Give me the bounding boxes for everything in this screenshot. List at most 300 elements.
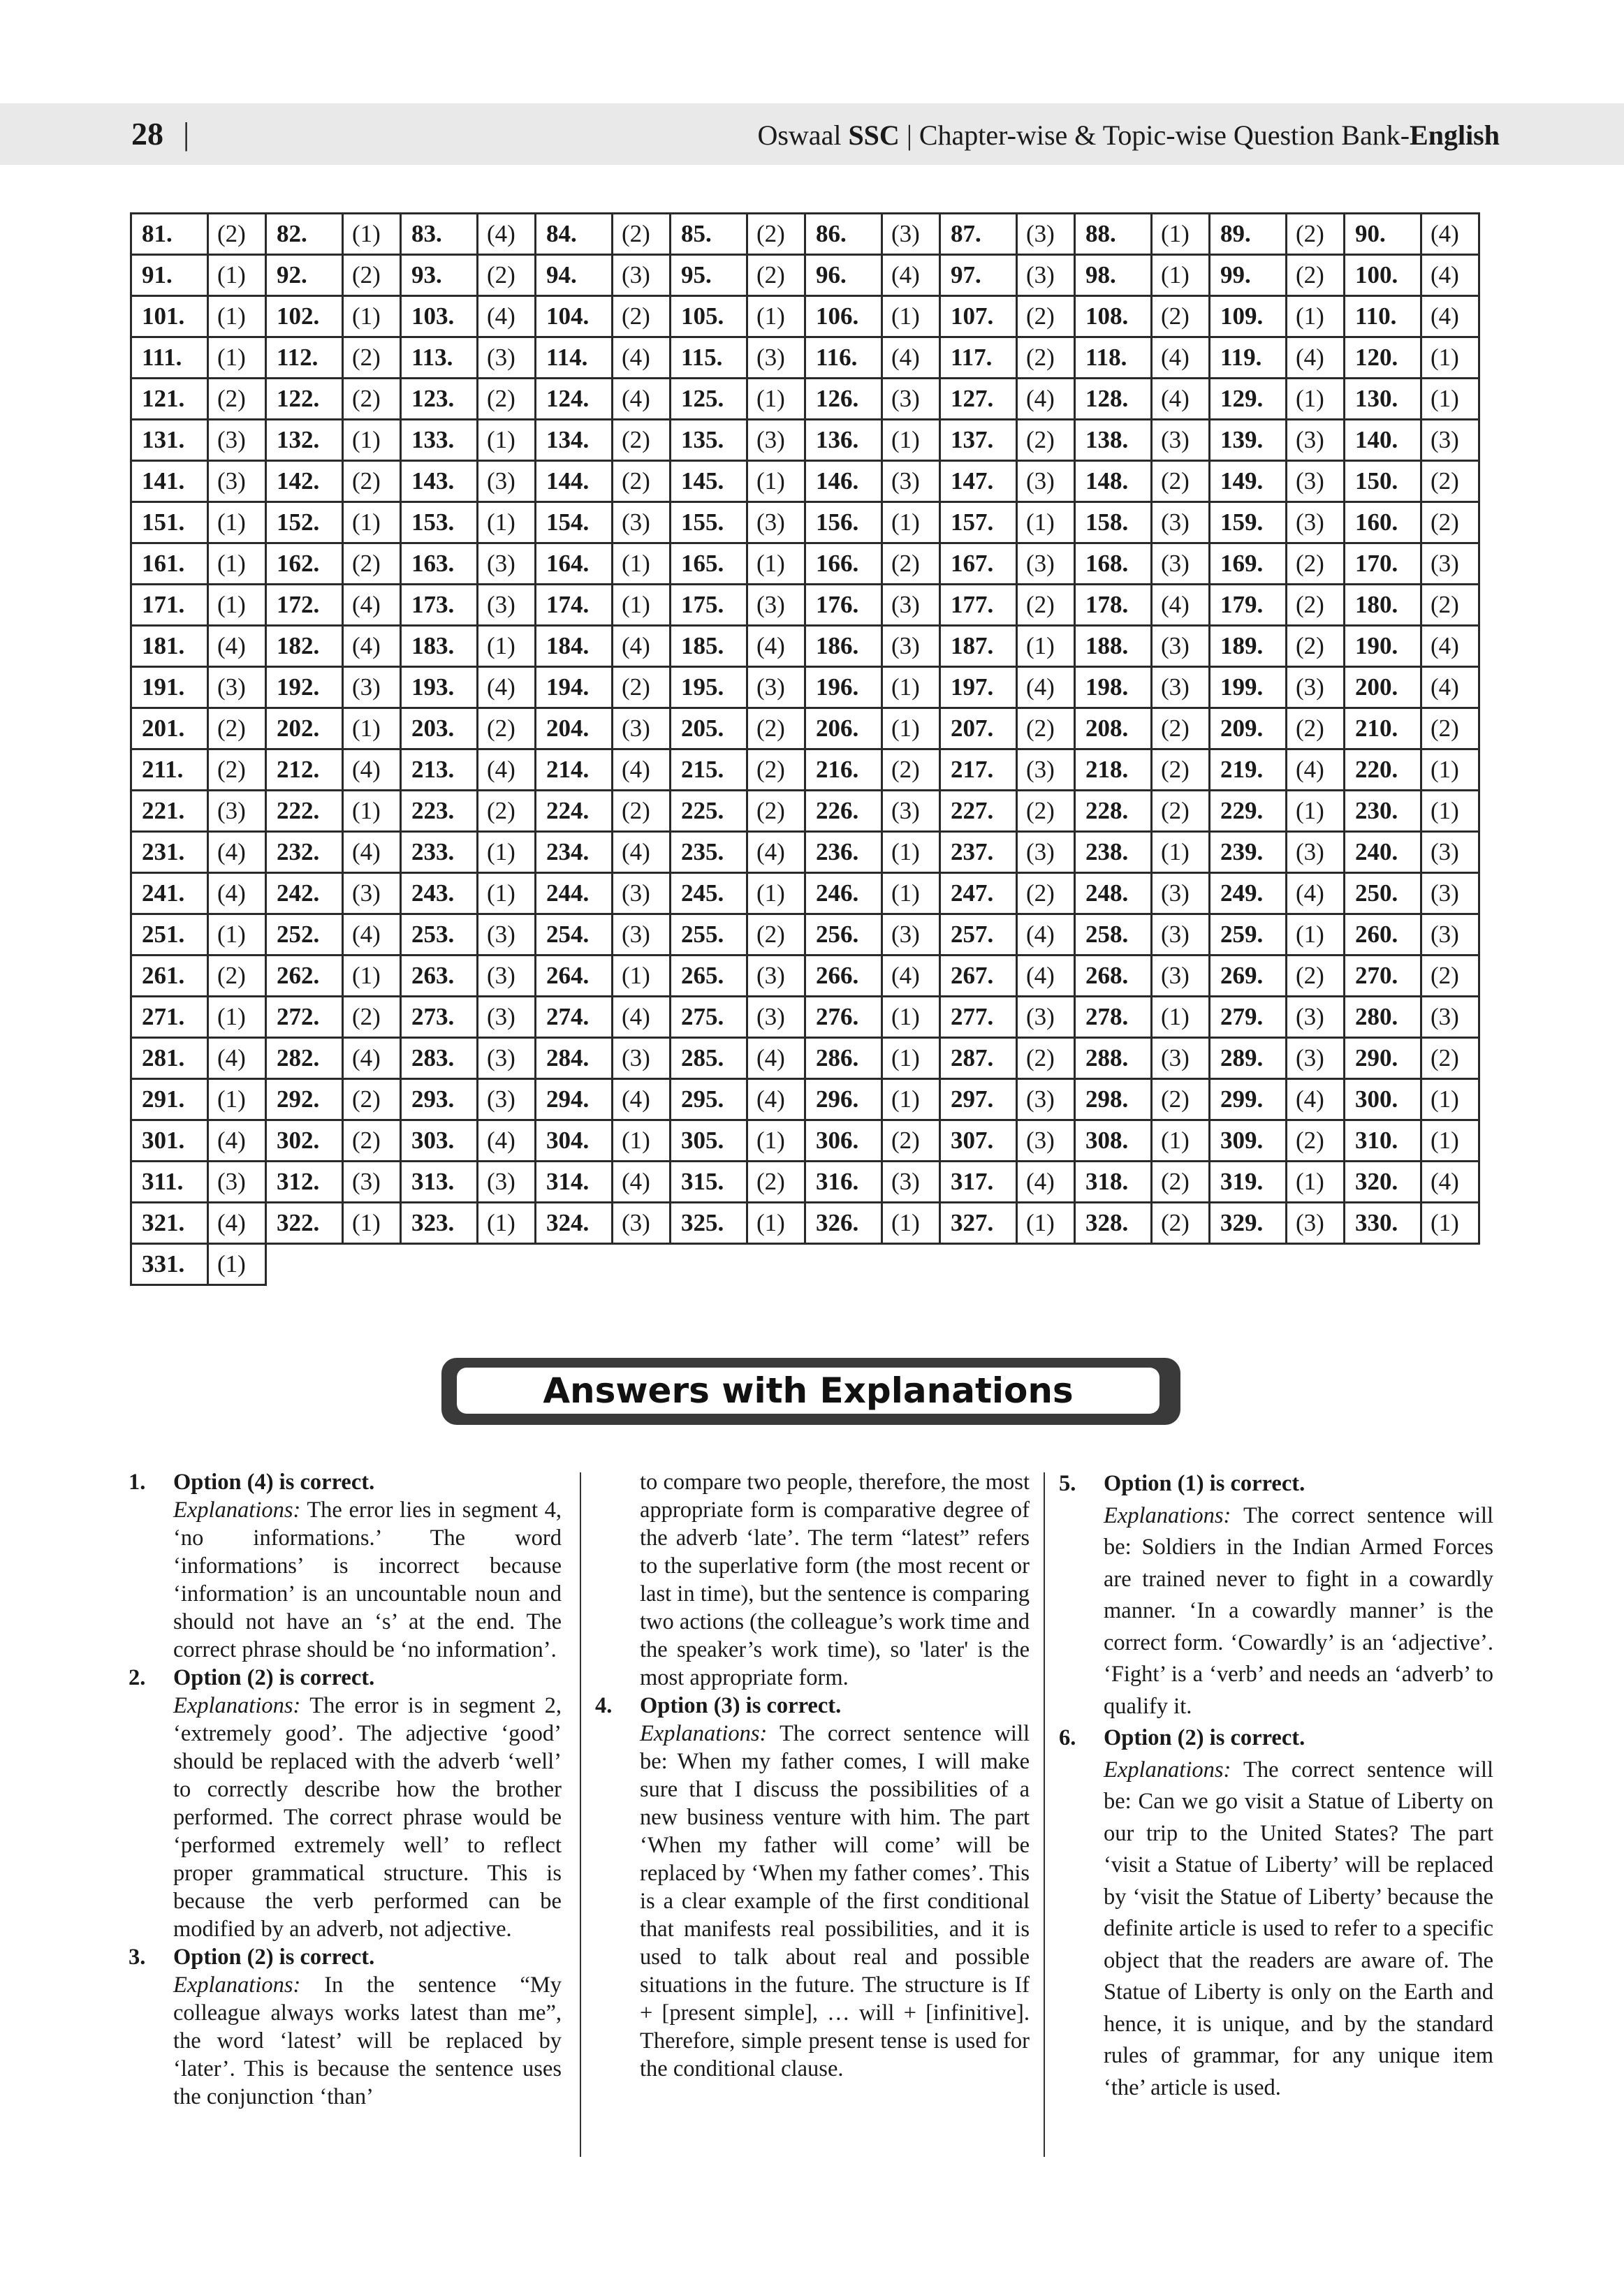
question-number-cell: 116. [805, 337, 882, 379]
answer-cell: (2) [1152, 791, 1210, 832]
question-number-cell: 270. [1345, 956, 1421, 997]
correct-option: Option (4) is correct. [173, 1470, 375, 1495]
answer-cell: (4) [613, 832, 671, 873]
answer-cell: (3) [1152, 667, 1210, 708]
answer-cell: (3) [1287, 1203, 1345, 1244]
question-number-cell: 313. [401, 1162, 478, 1203]
answer-cell: (3) [478, 1162, 536, 1203]
question-number-cell: 218. [1075, 749, 1152, 791]
question-number-cell: 238. [1075, 832, 1152, 873]
question-number-cell: 81. [131, 214, 208, 255]
answer-cell: (4) [478, 749, 536, 791]
question-number-cell: 142. [266, 461, 343, 502]
answer-cell: (2) [343, 1079, 401, 1120]
explanation-item-6 [1059, 1722, 1493, 2104]
answer-cell: (1) [613, 1120, 671, 1162]
question-number-cell: 324. [536, 1203, 613, 1244]
question-number-cell: 306. [805, 1120, 882, 1162]
question-number-cell: 198. [1075, 667, 1152, 708]
question-number-cell: 209. [1210, 708, 1287, 749]
question-number-cell: 298. [1075, 1079, 1152, 1120]
answer-cell: (3) [208, 461, 266, 502]
question-number-cell: 95. [671, 255, 747, 296]
answer-cell: (1) [478, 626, 536, 667]
question-number-cell: 321. [131, 1203, 208, 1244]
answer-cell: (1) [1421, 379, 1479, 420]
correct-option: Option (3) is correct. [640, 1693, 842, 1718]
question-number-cell: 275. [671, 997, 747, 1038]
table-row [131, 832, 1479, 873]
question-number-cell: 189. [1210, 626, 1287, 667]
answer-cell: (3) [1287, 832, 1345, 873]
explanation-label: Explanations: [1104, 1502, 1231, 1528]
question-number-cell: 300. [1345, 1079, 1421, 1120]
answer-cell: (3) [1152, 914, 1210, 956]
question-number-cell: 114. [536, 337, 613, 379]
answer-cell: (2) [613, 791, 671, 832]
answer-cell: (4) [1017, 667, 1075, 708]
answer-cell: (1) [882, 832, 940, 873]
answer-cell: (1) [478, 832, 536, 873]
answer-cell: (3) [1421, 997, 1479, 1038]
answer-cell: (1) [1152, 832, 1210, 873]
answer-cell: (2) [613, 214, 671, 255]
question-number-cell: 175. [671, 585, 747, 626]
answer-cell: (2) [747, 749, 805, 791]
question-number-cell: 148. [1075, 461, 1152, 502]
answer-cell: (4) [1017, 956, 1075, 997]
answer-cell: (1) [1287, 791, 1345, 832]
question-number-cell: 98. [1075, 255, 1152, 296]
answer-cell: (2) [1152, 749, 1210, 791]
answer-cell: (1) [343, 956, 401, 997]
answer-cell: (4) [1421, 296, 1479, 337]
answer-cell: (3) [478, 997, 536, 1038]
answer-cell: (2) [1287, 956, 1345, 997]
question-number-cell: 199. [1210, 667, 1287, 708]
answer-cell: (2) [1152, 1203, 1210, 1244]
question-number-cell: 256. [805, 914, 882, 956]
table-row [131, 461, 1479, 502]
answer-cell: (1) [882, 667, 940, 708]
answer-cell: (3) [1017, 749, 1075, 791]
answer-cell: (2) [747, 1162, 805, 1203]
answer-cell: (4) [613, 1079, 671, 1120]
answer-cell: (4) [1287, 337, 1345, 379]
answer-cell: (2) [208, 214, 266, 255]
question-number-cell: 319. [1210, 1162, 1287, 1203]
table-row [131, 502, 1479, 543]
answer-cell: (2) [1017, 873, 1075, 914]
question-number-cell: 132. [266, 420, 343, 461]
question-number-cell: 123. [401, 379, 478, 420]
question-number-cell: 228. [1075, 791, 1152, 832]
answer-cell: (3) [208, 1162, 266, 1203]
section-banner [441, 1358, 1180, 1425]
answer-cell: (1) [1287, 1162, 1345, 1203]
question-number: 5. [1059, 1471, 1076, 1496]
explanation-text: The correct sentence will be: Can we go visit a Statue of Liberty on our trip to the United States? The part ‘visit a Statue of Liberty’ will be replaced by ‘visit the Statue of Liberty’ because the definite article is used to refer to a specific object that the readers are aware of. The Statue of Liberty is only on the Earth and hence, it is unique, and by the standard rules of grammar, for any unique item ‘the’ article is used. [1104, 1757, 1493, 2100]
question-number-cell: 194. [536, 667, 613, 708]
question-number-cell: 174. [536, 585, 613, 626]
question-number-cell: 101. [131, 296, 208, 337]
answer-cell: (2) [1287, 1120, 1345, 1162]
question-number: 4. [595, 1693, 613, 1718]
answer-cell: (3) [1152, 420, 1210, 461]
table-row [131, 1079, 1479, 1120]
table-row [131, 997, 1479, 1038]
answer-cell: (3) [882, 585, 940, 626]
section-title: Answers with Explanations [457, 1368, 1160, 1414]
question-number-cell: 135. [671, 420, 747, 461]
question-number-cell: 161. [131, 543, 208, 585]
answer-cell: (3) [613, 502, 671, 543]
question-number-cell: 151. [131, 502, 208, 543]
question-number-cell: 245. [671, 873, 747, 914]
question-number-cell: 179. [1210, 585, 1287, 626]
table-row [131, 626, 1479, 667]
question-number-cell: 125. [671, 379, 747, 420]
question-number-cell: 231. [131, 832, 208, 873]
question-number-cell: 221. [131, 791, 208, 832]
explanation-label: Explanations: [173, 1693, 301, 1718]
question-number-cell: 128. [1075, 379, 1152, 420]
answer-cell: (1) [882, 1203, 940, 1244]
question-number-cell: 230. [1345, 791, 1421, 832]
question-number-cell: 84. [536, 214, 613, 255]
answer-cell: (1) [1017, 502, 1075, 543]
answer-cell: (1) [1421, 1079, 1479, 1120]
answer-cell: (2) [343, 337, 401, 379]
answer-cell: (2) [208, 379, 266, 420]
question-number-cell: 315. [671, 1162, 747, 1203]
answer-cell: (1) [882, 1079, 940, 1120]
question-number-cell: 252. [266, 914, 343, 956]
answer-cell: (4) [343, 1038, 401, 1079]
question-number-cell: 107. [940, 296, 1017, 337]
answer-cell: (4) [1421, 667, 1479, 708]
question-number-cell: 265. [671, 956, 747, 997]
question-number-cell: 195. [671, 667, 747, 708]
answer-cell: (4) [1421, 626, 1479, 667]
explanation-text: The error is in segment 2, ‘extremely good’. The adjective ‘good’ should be replaced with the adverb ‘well’ to correctly describe how the brother performed. The correct phrase would be ‘performed extremely well’ to reflect proper grammatical structure. This is because the verb performed can be modified by an adverb, not adjective. [173, 1693, 562, 1942]
answer-cell: (1) [1421, 337, 1479, 379]
answer-cell: (4) [1287, 873, 1345, 914]
question-number-cell: 280. [1345, 997, 1421, 1038]
column-divider [580, 1472, 581, 2157]
answer-cell: (3) [882, 791, 940, 832]
table-row [131, 543, 1479, 585]
explanation-label: Explanations: [640, 1721, 768, 1746]
answer-cell: (3) [613, 708, 671, 749]
question-number-cell: 232. [266, 832, 343, 873]
question-number-cell: 182. [266, 626, 343, 667]
question-number-cell: 277. [940, 997, 1017, 1038]
question-number-cell: 184. [536, 626, 613, 667]
column-divider [1044, 1472, 1045, 2157]
answer-cell: (2) [1017, 296, 1075, 337]
answer-cell: (1) [747, 543, 805, 585]
answer-cell: (3) [1421, 420, 1479, 461]
question-number-cell: 214. [536, 749, 613, 791]
answer-cell: (4) [208, 626, 266, 667]
question-number-cell: 250. [1345, 873, 1421, 914]
question-number-cell: 296. [805, 1079, 882, 1120]
question-number-cell: 206. [805, 708, 882, 749]
question-number-cell: 278. [1075, 997, 1152, 1038]
question-number-cell: 117. [940, 337, 1017, 379]
answer-cell: (2) [1421, 461, 1479, 502]
answer-cell: (4) [343, 626, 401, 667]
answer-cell: (3) [1287, 1038, 1345, 1079]
question-number-cell: 173. [401, 585, 478, 626]
answer-cell: (3) [208, 667, 266, 708]
answer-cell: (1) [882, 296, 940, 337]
explanation-label: Explanations: [173, 1972, 301, 1998]
question-number-cell: 207. [940, 708, 1017, 749]
answer-cell: (3) [882, 626, 940, 667]
page-number: 28 [131, 116, 163, 152]
question-number-cell: 201. [131, 708, 208, 749]
question-number-cell: 157. [940, 502, 1017, 543]
answer-cell: (3) [1421, 914, 1479, 956]
question-number-cell: 167. [940, 543, 1017, 585]
question-number-cell: 307. [940, 1120, 1017, 1162]
question-number-cell: 90. [1345, 214, 1421, 255]
question-number-cell: 131. [131, 420, 208, 461]
answer-cell: (4) [613, 337, 671, 379]
question-number-cell: 104. [536, 296, 613, 337]
answer-cell: (2) [343, 255, 401, 296]
explanation-text: The error lies in segment 4, ‘no informations.’ The word ‘informations’ is incorrect because ‘information’ is an uncountable noun and should not have an ‘s’ at the end. The correct phrase should be ‘no information’. [173, 1498, 562, 1662]
question-number-cell: 183. [401, 626, 478, 667]
answer-cell: (1) [882, 420, 940, 461]
question-number-cell: 118. [1075, 337, 1152, 379]
question-number-cell: 181. [131, 626, 208, 667]
answer-cell: (2) [478, 379, 536, 420]
question-number-cell: 109. [1210, 296, 1287, 337]
answer-cell: (2) [1287, 214, 1345, 255]
answer-cell: (1) [747, 461, 805, 502]
question-number-cell: 169. [1210, 543, 1287, 585]
answer-cell: (2) [747, 708, 805, 749]
question-number-cell: 217. [940, 749, 1017, 791]
book-title [757, 115, 1500, 156]
question-number-cell: 130. [1345, 379, 1421, 420]
answer-cell: (2) [1287, 543, 1345, 585]
question-number-cell: 326. [805, 1203, 882, 1244]
question-number-cell: 331. [131, 1244, 208, 1285]
question-number-cell: 318. [1075, 1162, 1152, 1203]
answer-cell: (3) [478, 585, 536, 626]
answer-cell: (1) [613, 585, 671, 626]
question-number-cell: 152. [266, 502, 343, 543]
answer-cell: (1) [208, 255, 266, 296]
answer-cell: (3) [478, 337, 536, 379]
question-number-cell: 314. [536, 1162, 613, 1203]
table-row [131, 667, 1479, 708]
answer-cell: (2) [1152, 1162, 1210, 1203]
answer-cell: (1) [208, 543, 266, 585]
answer-cell: (3) [747, 956, 805, 997]
question-number-cell: 297. [940, 1079, 1017, 1120]
answer-cell: (1) [1287, 296, 1345, 337]
question-number-cell: 196. [805, 667, 882, 708]
question-number-cell: 258. [1075, 914, 1152, 956]
question-number-cell: 121. [131, 379, 208, 420]
question-number-cell: 219. [1210, 749, 1287, 791]
question-number-cell: 191. [131, 667, 208, 708]
correct-option: Option (2) is correct. [173, 1665, 375, 1690]
explanation-item-3-continued [595, 1468, 1030, 1692]
question-number-cell: 203. [401, 708, 478, 749]
question-number-cell: 303. [401, 1120, 478, 1162]
explanation-item-5 [1059, 1468, 1493, 1722]
question-number-cell: 302. [266, 1120, 343, 1162]
answer-cell: (3) [343, 873, 401, 914]
answer-cell: (4) [208, 1203, 266, 1244]
answer-cell: (4) [478, 296, 536, 337]
question-number-cell: 153. [401, 502, 478, 543]
explanations-column-3 [1059, 1468, 1493, 2104]
answer-cell: (3) [747, 585, 805, 626]
question-number-cell: 202. [266, 708, 343, 749]
answer-cell: (1) [343, 708, 401, 749]
answer-cell: (3) [208, 791, 266, 832]
question-number-cell: 204. [536, 708, 613, 749]
answer-cell: (1) [343, 791, 401, 832]
answer-cell: (1) [1152, 997, 1210, 1038]
question-number-cell: 229. [1210, 791, 1287, 832]
question-number-cell: 327. [940, 1203, 1017, 1244]
question-number-cell: 279. [1210, 997, 1287, 1038]
question-number-cell: 163. [401, 543, 478, 585]
question-number-cell: 139. [1210, 420, 1287, 461]
answer-cell: (4) [747, 1038, 805, 1079]
table-row [131, 296, 1479, 337]
question-number-cell: 305. [671, 1120, 747, 1162]
table-row [131, 1203, 1479, 1244]
question-number-cell: 273. [401, 997, 478, 1038]
answer-cell: (3) [613, 914, 671, 956]
question-number-cell: 248. [1075, 873, 1152, 914]
question-number: 3. [129, 1945, 146, 1970]
answer-cell: (2) [1421, 502, 1479, 543]
answer-cell: (2) [1017, 1038, 1075, 1079]
answer-cell: (4) [208, 873, 266, 914]
question-number-cell: 289. [1210, 1038, 1287, 1079]
question-number-cell: 110. [1345, 296, 1421, 337]
answer-cell: (2) [882, 749, 940, 791]
answer-cell: (2) [1152, 296, 1210, 337]
question-number-cell: 188. [1075, 626, 1152, 667]
question-number-cell: 106. [805, 296, 882, 337]
answer-cell: (1) [882, 708, 940, 749]
question-number-cell: 264. [536, 956, 613, 997]
question-number-cell: 88. [1075, 214, 1152, 255]
question-number-cell: 120. [1345, 337, 1421, 379]
question-number-cell: 283. [401, 1038, 478, 1079]
answer-cell: (3) [882, 379, 940, 420]
answer-cell: (3) [1287, 420, 1345, 461]
question-number-cell: 220. [1345, 749, 1421, 791]
question-number-cell: 260. [1345, 914, 1421, 956]
table-row [131, 420, 1479, 461]
question-number-cell: 304. [536, 1120, 613, 1162]
question-number-cell: 150. [1345, 461, 1421, 502]
answer-cell: (1) [343, 214, 401, 255]
answer-cell: (1) [343, 420, 401, 461]
question-number-cell: 147. [940, 461, 1017, 502]
question-number-cell: 171. [131, 585, 208, 626]
answer-cell: (4) [1152, 379, 1210, 420]
answer-cell: (3) [478, 1038, 536, 1079]
question-number-cell: 212. [266, 749, 343, 791]
explanations-column-2 [595, 1468, 1030, 2083]
question-number-cell: 261. [131, 956, 208, 997]
question-number-cell: 127. [940, 379, 1017, 420]
question-number-cell: 328. [1075, 1203, 1152, 1244]
explanation-item-4 [595, 1692, 1030, 2083]
question-number-cell: 124. [536, 379, 613, 420]
question-number-cell: 162. [266, 543, 343, 585]
question-number-cell: 329. [1210, 1203, 1287, 1244]
answer-cell: (4) [613, 749, 671, 791]
table-row [131, 791, 1479, 832]
answer-cell: (4) [1421, 214, 1479, 255]
answer-cell: (1) [747, 873, 805, 914]
answer-cell: (4) [882, 956, 940, 997]
question-number-cell: 143. [401, 461, 478, 502]
question-number-cell: 192. [266, 667, 343, 708]
question-number-cell: 111. [131, 337, 208, 379]
question-number-cell: 137. [940, 420, 1017, 461]
answer-cell: (3) [1152, 873, 1210, 914]
question-number-cell: 103. [401, 296, 478, 337]
question-number-cell: 330. [1345, 1203, 1421, 1244]
answer-cell: (2) [882, 543, 940, 585]
question-number-cell: 233. [401, 832, 478, 873]
question-number-cell: 322. [266, 1203, 343, 1244]
explanation-item-1 [129, 1468, 562, 1664]
question-number-cell: 155. [671, 502, 747, 543]
answer-cell: (3) [1017, 997, 1075, 1038]
answer-cell: (1) [1287, 914, 1345, 956]
answer-cell: (3) [1421, 832, 1479, 873]
question-number-cell: 323. [401, 1203, 478, 1244]
answer-cell: (4) [1017, 1162, 1075, 1203]
answer-cell: (2) [1152, 461, 1210, 502]
table-row [131, 749, 1479, 791]
answer-cell: (2) [1421, 585, 1479, 626]
question-number-cell: 292. [266, 1079, 343, 1120]
answer-cell: (1) [747, 379, 805, 420]
answer-cell: (4) [343, 749, 401, 791]
answer-cell: (2) [1017, 791, 1075, 832]
answer-cell: (4) [343, 832, 401, 873]
question-number-cell: 136. [805, 420, 882, 461]
question-number-cell: 234. [536, 832, 613, 873]
answer-cell: (2) [343, 997, 401, 1038]
answer-cell: (1) [208, 997, 266, 1038]
answer-cell: (3) [747, 337, 805, 379]
question-number-cell: 255. [671, 914, 747, 956]
answer-cell: (4) [478, 667, 536, 708]
answer-cell: (3) [478, 543, 536, 585]
answer-cell: (2) [1287, 255, 1345, 296]
answer-cell: (4) [343, 585, 401, 626]
answer-cell: (3) [1421, 543, 1479, 585]
